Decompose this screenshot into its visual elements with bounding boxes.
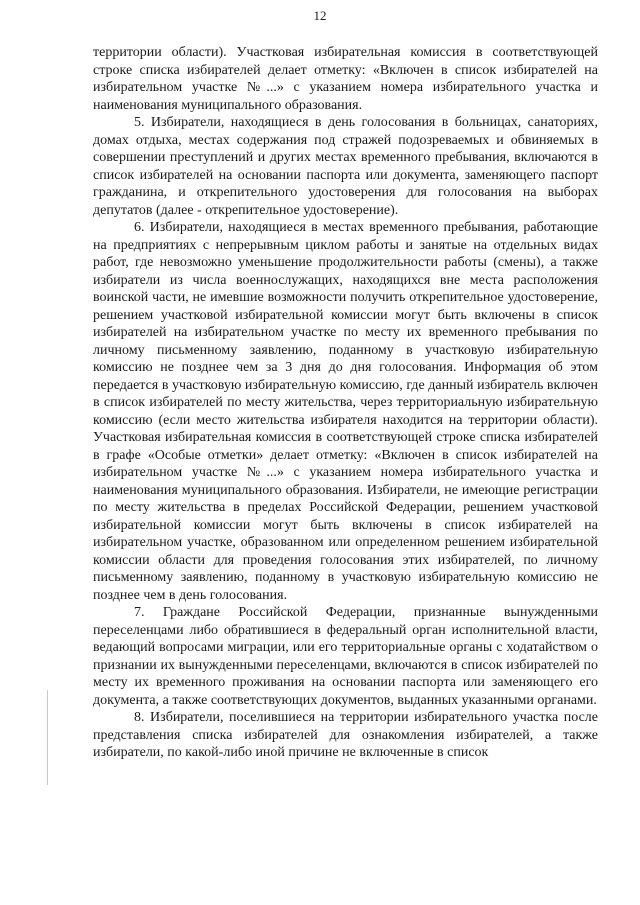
paragraph-item-5: 5. Избиратели, находящиеся в день голосования в больницах, санаториях, домах отдыха, местах содержания под стражей подозреваемых и обвиняемых в совершении преступлений и других местах временного пребывания, включаются в список избирателей на основании паспорта или документа, заменяющего паспорт гражданина, и открепительного удостоверения для голосования на выборах депутатов (далее - открепительное удостоверение). bbox=[93, 115, 598, 218]
paragraph-item-8: 8. Избиратели, поселившиеся на территории избирательного участка после представления списка избирателей для ознакомления избирателей, а также избиратели, по какой-либо иной причине не включенные в список bbox=[93, 710, 598, 760]
document-body bbox=[93, 44, 598, 762]
page-number: 12 bbox=[313, 8, 327, 23]
paragraph-continuation: территории области). Участковая избирательная комиссия в соответствующей строке списка избирателей делает отметку: «Включен в список избирателей на избирательном участке №...» с указанием номера избирательного участка и наименования муниципального образования. bbox=[93, 45, 598, 113]
scan-margin-mark bbox=[47, 690, 48, 785]
paragraph-item-6: 6. Избиратели, находящиеся в местах временного пребывания, работающие на предприятиях с непрерывным циклом работы и занятые на отдельных видах работ, где невозможно уменьшение продолжительности работы (смены), а также избиратели из числа военнослужащих, находящихся вне места расположения воинской части, не имевшие возможности получить открепительное удостоверение, решением участковой избирательной комиссии могут быть включены в список избирателей на избирательном участке по месту их временного пребывания по личному письменному заявлению, поданному в участковую избирательную комиссию не позднее чем за 3 дня до дня голосования. Информация об этом передается в участковую избирательную комиссию, где данный избиратель включен в список избирателей по месту жительства, через территориальную избирательную комиссию (если место жительства избирателя находится на территории области). Участковая избирательная комиссия в соответствующей строке списка избирателей в графе «Особые отметки» делает отметку: «Включен в список избирателей на избирательном участке №...» с указанием номера избирательного участка и наименования муниципального образования. Избиратели, не имеющие регистрации по месту жительства в пределах Российской Федерации, решением участковой избирательной комиссии могут быть включены в список избирателей на избирательном участке, образованном или определенном решением избирательной комиссии области для проведения голосования этих избирателей, по личному письменному заявлению, поданному в участковую избирательную комиссию не позднее чем в день голосования. bbox=[93, 220, 598, 603]
paragraph-item-7: 7. Граждане Российской Федерации, признанные вынужденными переселенцами либо обратившиеся в федеральный орган исполнительной власти, ведающий вопросами миграции, или его территориальные органы с ходатайством о признании их вынужденными переселенцами, включаются в список избирателей по месту их временного проживания на основании паспорта или заменяющего его документа, а также соответствующих документов, выданных указанными органами. bbox=[93, 605, 598, 708]
